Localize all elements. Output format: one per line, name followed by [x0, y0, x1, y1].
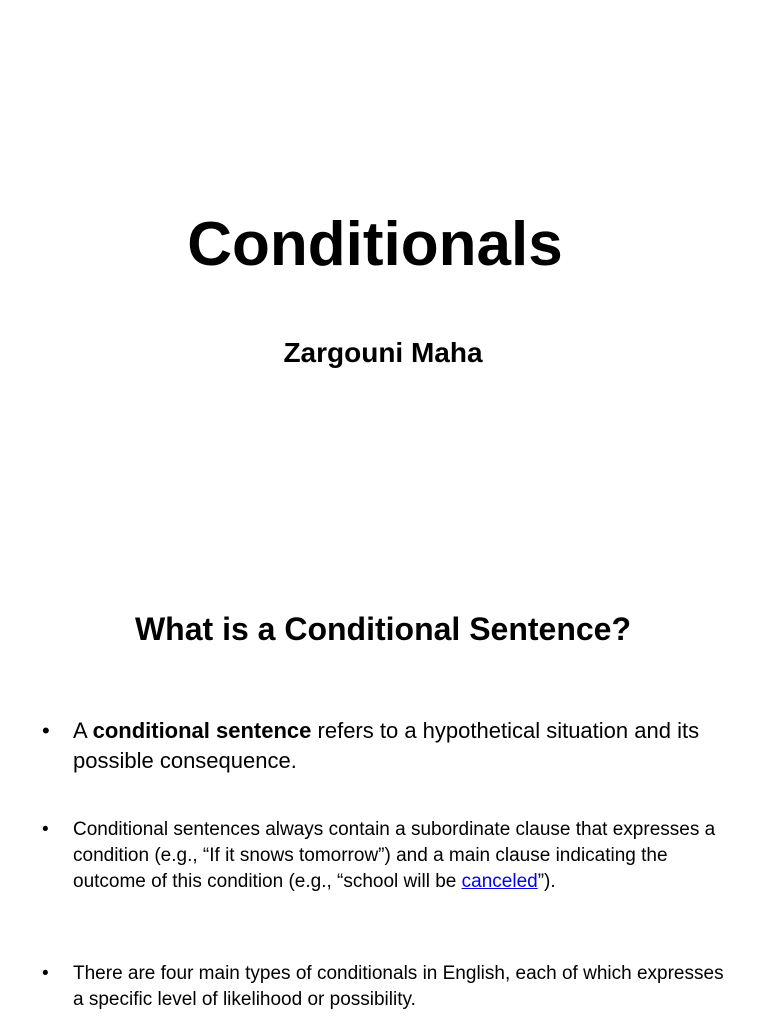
bullet-item-1 [42, 716, 732, 776]
bullet-marker: • [42, 963, 49, 984]
slide-title: Conditionals [187, 210, 563, 279]
bold-term: conditional sentence [92, 718, 312, 743]
section-heading: What is a Conditional Sentence? [134, 611, 632, 647]
bullet-marker: • [42, 819, 49, 840]
bullet-text-after-link: ”). [537, 871, 556, 892]
bullet-rest: refers to a hypothetical situation and its possible consequence. [73, 718, 700, 773]
canceled-link[interactable]: canceled [461, 871, 538, 892]
bullet-text-before-link: Conditional sentences always contain a subordinate clause that expresses a condition (e.g., “If it snows tomorrow”) and a main clause indicating the outcome of this condition (e.g., “school will be [73, 819, 716, 892]
bullet-text [73, 817, 732, 895]
bullet-marker: • [42, 718, 50, 743]
slide-subtitle-author: Zargouni Maha [283, 337, 483, 368]
bullet-prefix: A [73, 718, 93, 743]
bullet-item-3 [42, 961, 732, 1013]
bullet-text [73, 716, 732, 776]
bullet-text: There are four main types of conditionals in English, each of which expresses a specific level of likelihood or possibility. [73, 963, 724, 1010]
bullet-item-2 [42, 817, 732, 895]
